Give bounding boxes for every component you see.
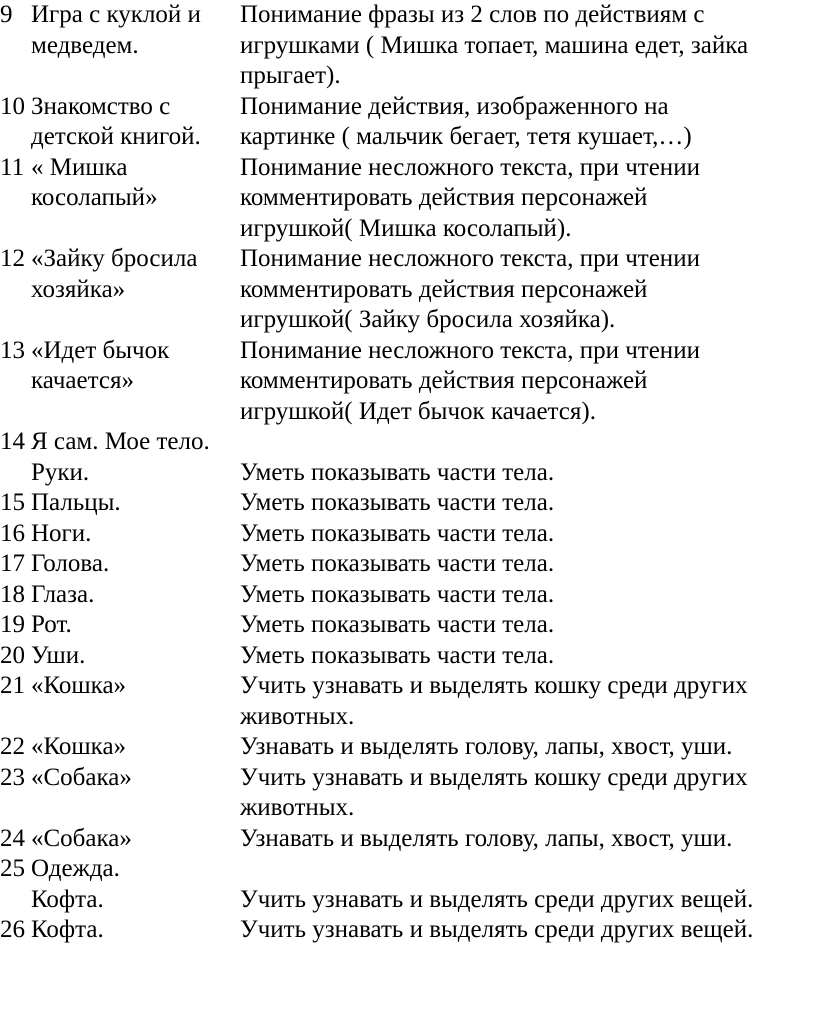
table-row xyxy=(0,671,816,732)
lesson-number: 25 xyxy=(0,855,25,882)
lesson-topic: «Кошка» xyxy=(31,672,127,699)
table-row xyxy=(0,549,816,580)
lesson-number: 24 xyxy=(0,824,25,852)
table-row xyxy=(0,92,816,153)
lesson-topic: Рот. xyxy=(31,611,72,638)
lesson-topic: « Мишка косолапый» xyxy=(31,153,158,211)
lesson-topic: Пальцы. xyxy=(31,489,121,516)
lesson-topic: Глаза. xyxy=(31,580,95,608)
table-row xyxy=(0,336,816,428)
table-row xyxy=(0,641,816,672)
lesson-topic: «Идет бычок качается» xyxy=(31,336,170,394)
table-row xyxy=(0,732,816,763)
table-row xyxy=(0,885,816,916)
table-row xyxy=(0,244,816,336)
table-row xyxy=(0,519,816,550)
lesson-number: 17 xyxy=(0,550,25,577)
table-row xyxy=(0,153,816,245)
lesson-goal: Учить узнавать и выделять среди других вещей. xyxy=(240,885,754,913)
lesson-number xyxy=(0,458,31,489)
table-row xyxy=(0,915,816,946)
lesson-goal: Уметь показывать части тела. xyxy=(240,611,555,638)
lesson-number: 10 xyxy=(0,92,25,120)
lesson-number: 14 xyxy=(0,428,25,455)
lesson-topic: Одежда. xyxy=(31,855,120,882)
table-row xyxy=(0,854,816,885)
lesson-goal xyxy=(240,854,816,885)
lesson-goal: Учить узнавать и выделять среди других вещей. xyxy=(240,916,754,943)
lesson-number: 22 xyxy=(0,733,25,760)
lesson-goal: Понимание несложного текста, при чтении комментировать действия персонажей игрушкой( Мишка косолапый). xyxy=(240,153,700,242)
lesson-number: 16 xyxy=(0,519,25,547)
lesson-topic: «Зайку бросила хозяйка» xyxy=(31,245,198,303)
lesson-topic: «Собака» xyxy=(31,824,132,852)
lesson-goal: Уметь показывать части тела. xyxy=(240,489,555,516)
lesson-topic: «Кошка» xyxy=(31,733,127,760)
lesson-goal: Уметь показывать части тела. xyxy=(240,580,555,608)
lesson-number: 15 xyxy=(0,489,25,516)
table-row xyxy=(0,763,816,824)
lesson-goal: Уметь показывать части тела. xyxy=(240,458,555,486)
lesson-goal: Уметь показывать части тела. xyxy=(240,550,555,577)
lesson-goal: Понимание фразы из 2 слов по действиям с игрушками ( Мишка топает, машина едет, зайка прыгает). xyxy=(240,1,749,89)
lesson-number: 20 xyxy=(0,641,25,669)
lesson-topic: Руки. xyxy=(31,458,90,486)
lesson-number: 23 xyxy=(0,763,25,791)
lesson-topic: Знакомство с детской книгой. xyxy=(31,92,201,150)
lesson-goal: Уметь показывать части тела. xyxy=(240,641,555,669)
lesson-topic: Кофта. xyxy=(31,885,104,913)
lesson-number: 13 xyxy=(0,336,25,364)
lesson-number: 11 xyxy=(0,153,25,181)
table-row xyxy=(0,488,816,519)
lesson-topic: Кофта. xyxy=(31,916,104,943)
lesson-goal: Понимание несложного текста, при чтении комментировать действия персонажей игрушкой( Идет бычок качается). xyxy=(240,336,700,425)
lesson-number xyxy=(0,885,31,916)
lesson-goal: Уметь показывать части тела. xyxy=(240,519,555,547)
lesson-goal: Учить узнавать и выделять кошку среди других животных. xyxy=(240,672,748,730)
table-row xyxy=(0,427,816,458)
table-row xyxy=(0,0,816,92)
lesson-number: 12 xyxy=(0,245,25,272)
table-row xyxy=(0,458,816,489)
lesson-topic: Уши. xyxy=(31,641,86,669)
lesson-goal: Узнавать и выделять голову, лапы, хвост, уши. xyxy=(240,824,733,852)
lesson-goal: Понимание действия, изображенного на картинке ( мальчик бегает, тетя кушает,…) xyxy=(240,92,692,150)
lesson-topic: Игра с куклой и медведем. xyxy=(31,1,201,59)
lesson-goal: Учить узнавать и выделять кошку среди других животных. xyxy=(240,763,748,821)
lesson-topic: Голова. xyxy=(31,550,110,577)
lesson-topic: Я сам. Мое тело. xyxy=(31,428,210,455)
lesson-goal: Понимание несложного текста, при чтении комментировать действия персонажей игрушкой( Зайку бросила хозяйка). xyxy=(240,245,700,333)
table-row xyxy=(0,824,816,855)
lesson-number: 26 xyxy=(0,916,25,943)
lesson-topic: Ноги. xyxy=(31,519,92,547)
lesson-number: 18 xyxy=(0,580,25,608)
table-row xyxy=(0,610,816,641)
lesson-number: 9 xyxy=(0,1,13,28)
lesson-number: 19 xyxy=(0,611,25,638)
lesson-number: 21 xyxy=(0,672,25,699)
lesson-goal xyxy=(240,427,816,458)
lesson-goal: Узнавать и выделять голову, лапы, хвост, уши. xyxy=(240,733,733,760)
table-row xyxy=(0,580,816,611)
lesson-topic: «Собака» xyxy=(31,763,132,791)
